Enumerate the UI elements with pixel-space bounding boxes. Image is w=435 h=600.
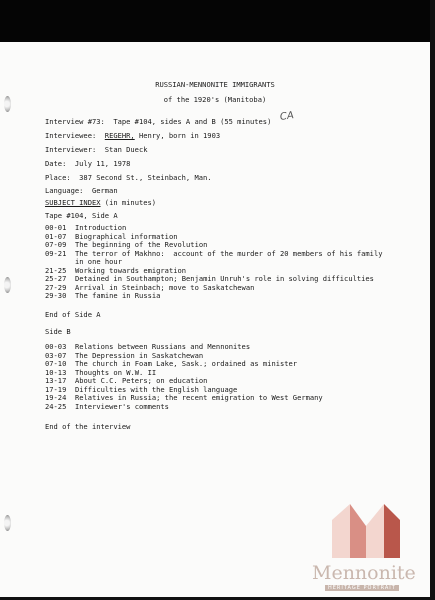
- entry-topic: Relatives in Russia; the recent emigration to West Germany: [75, 393, 323, 402]
- entry-topic: Difficulties with the English language: [75, 384, 238, 394]
- scan-right-border: [430, 0, 435, 600]
- entry-time: 25-27: [45, 274, 67, 283]
- watermark-tagline: HERITAGE PORTRAIT: [325, 585, 399, 591]
- side-a-end: End of Side A: [45, 310, 101, 319]
- subject-index-label: SUBJECT INDEX: [45, 198, 101, 207]
- watermark-name: Mennonite: [312, 562, 416, 584]
- entry-topic: Detained in Southampton; Benjamin Unruh's role in solving difficulties: [75, 274, 374, 283]
- place-line: Place: 387 Second St., Steinbach, Man.: [45, 173, 212, 182]
- entry-topic: About C.C. Peters; on education: [75, 376, 208, 385]
- document-title: RUSSIAN-MENNONITE IMMIGRANTS: [155, 80, 275, 89]
- side-a-heading: Tape #104, Side A: [45, 211, 118, 220]
- entry-time: 17-19: [45, 384, 67, 394]
- interviewee-line: [45, 131, 220, 140]
- entry-topic: The beginning of the Revolution: [75, 240, 208, 249]
- language-line: Language: German: [45, 186, 118, 195]
- entry-time: 21-25: [45, 265, 67, 275]
- interview-end: End of the interview: [45, 422, 131, 431]
- entry-topic: in one hour: [75, 257, 122, 266]
- entry-topic: Relations between Russians and Mennonites: [75, 342, 251, 351]
- entry-topic: The famine in Russia: [75, 291, 161, 300]
- entry-time: 07-10: [45, 359, 67, 368]
- subject-index-line: [45, 198, 156, 207]
- interviewee-surname: REGEHR,: [104, 131, 135, 140]
- entry-topic: Thoughts on W.W. II: [75, 367, 157, 377]
- entry-time: 07-09: [45, 240, 67, 249]
- entry-topic: Arrival in Steinbach; move to Saskatchewan: [75, 282, 255, 292]
- entry-time: 00-03: [45, 342, 67, 351]
- date-line: Date: July 11, 1978: [45, 159, 131, 168]
- interviewee-details: Henry, born in 1903: [134, 131, 221, 140]
- entry-time: 27-29: [45, 282, 67, 292]
- interviewer-line: Interviewer: Stan Dueck: [45, 145, 148, 154]
- entry-topic: Interviewer's comments: [75, 401, 169, 411]
- entry-topic: Biographical information: [75, 231, 178, 241]
- index-entry: [45, 402, 169, 411]
- entry-time: 19-24: [45, 393, 67, 402]
- entry-time: 09-21: [45, 248, 67, 258]
- handwritten-annotation: CA: [279, 110, 295, 123]
- interview-line: Interview #73: Tape #104, sides A and B (55 minutes): [45, 117, 272, 126]
- index-entry: [45, 291, 160, 300]
- entry-topic: The terror of Makhno: account of the murder of 20 members of his family: [75, 248, 383, 258]
- scan-top-border: [0, 0, 435, 42]
- entry-topic: The church in Foam Lake, Sask.; ordained as minister: [75, 359, 298, 368]
- entry-topic: The Depression in Saskatchewan: [75, 350, 204, 360]
- side-b-heading: Side B: [45, 327, 71, 336]
- entry-time: 03-07: [45, 350, 67, 360]
- entry-time: 29-30: [45, 291, 67, 300]
- entry-topic: Working towards emigration: [75, 265, 187, 275]
- punch-hole: [4, 277, 11, 293]
- interviewee-label: Interviewee:: [45, 131, 97, 140]
- punch-hole: [4, 515, 11, 531]
- entry-time: 10-13: [45, 367, 67, 377]
- subject-index-units: (in minutes): [100, 198, 157, 207]
- entry-time: 24-25: [45, 401, 67, 411]
- entry-topic: Introduction: [75, 223, 127, 232]
- entry-time: 00-01: [45, 223, 67, 232]
- entry-time: 01-07: [45, 231, 67, 241]
- document-subtitle: of the 1920's (Manitoba): [163, 95, 267, 104]
- entry-time: 13-17: [45, 376, 67, 385]
